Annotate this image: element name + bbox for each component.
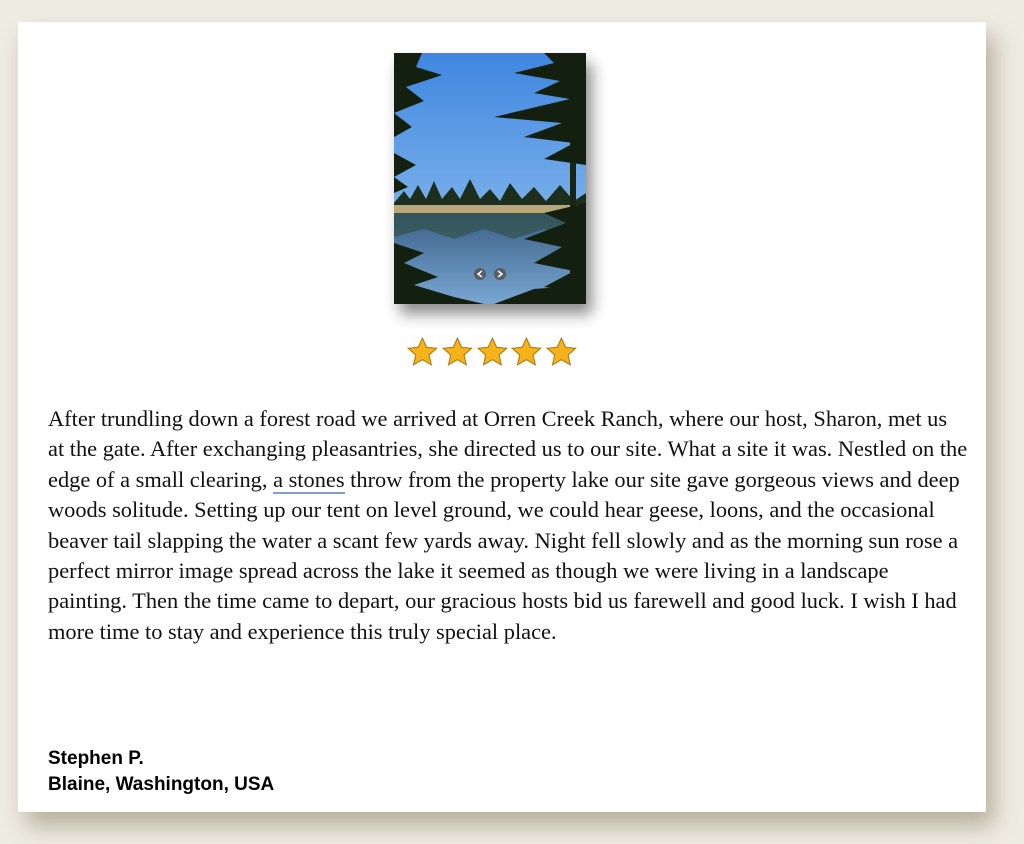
star-rating xyxy=(406,336,578,370)
star-icon xyxy=(441,336,474,369)
review-text-part: After trundling down a forest road we arrived at Orren Creek Ranch, where our host, Sharon, met us at the gate. After exchanging pleasantries, she directed us to our site. What a site it was. Nestled on the edge of a small clearing, xyxy=(48,406,968,492)
review-text-part: throw from the property lake our site gave gorgeous views and deep woods solitude. Setting up our tent on level ground, we could hear geese, loons, and the occasional beaver tail slapping the water a scant few yards away. Night fell slowly and as the morning sun rose a perfect mirror image spread across the lake it seemed as though we were living in a landscape painting. Then the time came to depart, our gracious hosts bid us farewell and good luck. I wish I had more time to stay and experience this truly special place. xyxy=(48,466,960,644)
star-icon xyxy=(476,336,509,369)
star-icon xyxy=(510,336,543,369)
star-icon xyxy=(406,336,439,369)
star-icon xyxy=(545,336,578,369)
chevron-left-icon xyxy=(474,268,486,280)
spelling-flag-underline: a stones xyxy=(273,466,345,492)
reviewer-name: Stephen P. xyxy=(48,748,144,769)
chevron-right-icon xyxy=(494,268,506,280)
review-text xyxy=(48,404,968,647)
reviewer-info xyxy=(48,746,274,798)
testimonial-card xyxy=(18,22,986,812)
lake-forest-photo xyxy=(394,53,586,304)
reviewer-location: Blaine, Washington, USA xyxy=(48,774,275,795)
